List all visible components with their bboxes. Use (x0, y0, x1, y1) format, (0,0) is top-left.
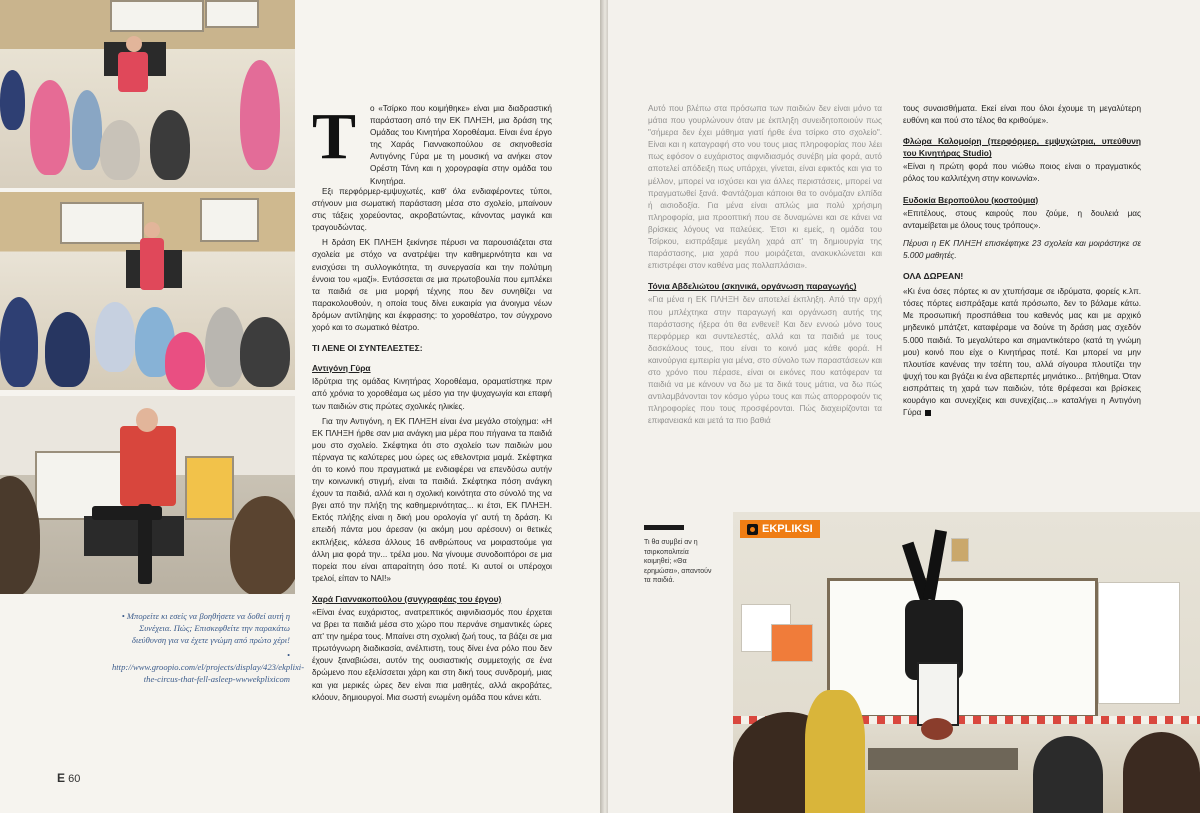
child-head (230, 496, 295, 594)
child (45, 312, 90, 387)
contributor-quote: «Είναι ένας ευχάριστος, ανατρεπτικός αιφνιδιασμός που έρχεται να βρει τα παιδιά μέσα στο χώρο που περνάνε σημαντικές ώρες απ' την ημέρα τους. Μπαίνει στη σχολική ζωή τους, τα βάζει σε μια πρωτόγνωρη διαδικασία, ανέλπιστη, τους δίνει ένα ρόλο που δεν έχουν ξαναβιώσει, αυτόν της ουσιαστικής συμμετοχής σε ένα δρώμενο που εξελίσσεται χάρη και στη δική τους συνδρομή, μιας και για μερικές ώρες δεν είναι πια μαθητές, αλλά ακροβάτες, κλόουν, δημιουργοί. Μια σωστή ενωμένη ομάδα που κάνει κάτι. (312, 608, 552, 702)
free-heading: ΟΛΑ ΔΩΡΕΑΝ! (903, 271, 964, 282)
dropcap: Τ (312, 100, 357, 173)
contributor-name: Αντιγόνη Γύρα (312, 363, 371, 374)
performer-jacket (120, 426, 176, 506)
child (205, 307, 245, 387)
right-column-2 (903, 103, 1141, 422)
child (100, 120, 140, 180)
child (0, 70, 25, 130)
ekpliksi-logo (740, 520, 820, 538)
contributor-quote: «Είναι η πρώτη φορά που νιώθω ποιος είναι ο πραγματικός ρόλος του καλλιτέχνη στην κοινωνία». (903, 162, 1141, 184)
contributor-name: Τόνια Αβδελιώτου (σκηνικά, οργάνωση παραγωγής) (648, 281, 857, 292)
desk (868, 748, 1018, 770)
performer-head (144, 222, 160, 238)
caption-url[interactable]: • http://www.groopio.com/el/projects/display/423/ekplixi-the-circus-that-fell-asleep-wwwekplixicom (112, 650, 305, 684)
contributor-bio: Ιδρύτρια της ομάδας Κινητήρας Χοροθέαμα, οραματίστηκε πριν από χρόνια το χοροθέαμα ως μέσο για την ψυχαγωγία και επαφή των παιδιών στις πρώτες σχολικές ηλικίες. (312, 377, 552, 411)
photo-clown-with-children-1 (0, 0, 295, 188)
child (165, 332, 205, 390)
intro-paragraph: ο «Τσίρκο που κοιμήθηκε» είναι μια διαδραστική παράσταση από την ΕΚ ΠΛΗΞΗ, μια δράση της Ομάδας του Κινητήρα Χοροθέαμα. Είναι ένα έργο της Χαράς Γιαννακοπούλου σε σκηνοθεσία Αντιγόνης Γύρα με τη μουσική να ανήκει στον Ορέστη Τάνη και η χορογραφία στην ομάδα του Κινητήρα. (370, 104, 552, 186)
child-head (1123, 732, 1200, 813)
brand-name: EKPLIKSI (762, 523, 813, 535)
page-number (57, 771, 80, 785)
caption-line: • Μπορείτε κι εσείς να βοηθήσετε να δοθεί αυτή η Συνέχεια. Πώς; Επισκεφθείτε την παρακάτω διεύθυνση για να έχετε γνώμη από πρώτο χέρι! (121, 611, 290, 645)
classroom-board (60, 202, 144, 244)
paragraph: Η δράση ΕΚ ΠΛΗΞΗ ξεκίνησε πέρυσι να παρουσιάζεται στα σχολεία με στόχο να ανατρέψει την καθημερινότητα και να ενισχύσει τη συλλογικότητα, τη συνεργασία και την πολύτιμη έννοια του «μαζί». Εντάσσεται σε μια πρωτοβουλία που εμπλέκει τα παιδιά σε μια μορφή τέχνης που δεν συνηθίζει να παρακολουθούν, η οποία τους δίνει ευκαιρία για άνοιγμα νέων δρόμων αντίληψης και έκφρασης: το χοροθέατρο, τον σύγχρονο χορό και το σωματικό θέατρο. (312, 238, 552, 333)
free-text (903, 286, 1141, 419)
photo-clown-performer-closeup (0, 396, 295, 594)
performer-jacket (118, 52, 148, 92)
performer-leg (138, 504, 152, 584)
child (240, 60, 280, 170)
photo-clown-with-children-2 (0, 192, 295, 390)
icon-picture (951, 538, 969, 562)
section-heading: ΤΙ ΛΕΝΕ ΟΙ ΣΥΝΤΕΛΕΣΤΕΣ: (312, 343, 423, 354)
child (95, 302, 135, 372)
child (240, 317, 290, 387)
child (0, 297, 38, 387)
alphabet-chart (1098, 582, 1180, 704)
contributor-quote: «Για μένα η ΕΚ ΠΛΗΞΗ δεν αποτελεί έκπληξη. Από την αρχή που μπλέχτηκα στην παραγωγή και οργάνωση αυτής της παράστασης ήξερα ότι θα ενθενεί! Και δεν εννοώ μόνο τους περφόρμερ και συντελεστές, αλλά και τα παιδιά με τους δασκάλους τους, που είναι το κοινό μας κάθε φορά. Η καινούργια εμπειρία για μένα, στο σύνολο των παραστάσεων και στο χρόνο που πέρασε, είναι οι εικόνες που κατόφεραν τα παιδιά να με κάνουν να δω με τα δικά τους μάτια, να δω πώς αντιλαμβάνονται τον κόσμο γύρω τους και πώς απορροφούν τις πληροφορίες που τους προσφέρονται. Πώς διαχειρίζονται τα επιφανειακά και μετά τα πιο βαθιά (648, 295, 882, 426)
contributor-name: Χαρά Γιαννακοπούλου (συγγραφέας του έργου) (312, 593, 502, 604)
photo-handstand-performer (733, 512, 1200, 813)
child (30, 80, 70, 175)
yellow-poster (185, 456, 234, 520)
photo-caption (112, 611, 305, 690)
child (805, 690, 865, 813)
contributor-name: Φλώρα Καλομοίρη (περφόρμερ, εμψυχώτρια, υπεύθυνη του Κινητήρας Studio) (903, 136, 1141, 159)
performer-head (126, 36, 142, 52)
folio-number: 60 (68, 773, 81, 785)
paragraph: Αυτό που βλέπω στα πρόσωπα των παιδιών δεν είναι μόνο τα μάτια που γουρλώνουν όταν με έκπληξη συνειδητοποιούν πως "σήμερα δεν έχει μάθημα γιατί ήρθε ένα τσίρκο στο σχολείο". Είναι και η καταγραφή στο νου τους μιας πληροφορίας που λέει πως εφόσον ο ευχάριστος αιφνιδιασμός συνέβη μία φορά, αυτό αποτελεί απόδειξη πως υπάρχει, γίνεται, είναι εφικτός και για το μέλλον, μπορεί να ισχύσει και για άλλες περιστάσεις, μπορεί να πραγματωθεί ξανά. Φαντάζομαι κάποιοι θα το ονόμαζαν ελπίδα ή αισιοδοξία. Για μένα είναι απλώς μια πολύ χρήσιμη πληροφορία, μια προοπτική που σε δυναμώνει και σε κάνει να βρίσκεις λόγους να παλεύεις. Έτσι κι εμείς, η ομάδα του Τσίρκου, εισπράξαμε μεγάλη χαρά απ' τη δημιουργία της παράστασης, μια χαρά που μοιράζεται, ανακυκλώνεται και επιστρέφει στον καθένα μας πολλαπλάσια». (648, 104, 882, 271)
child-head (1033, 736, 1103, 813)
sidebar-rule (644, 525, 684, 530)
end-mark (925, 410, 931, 416)
classroom-board (110, 0, 204, 32)
child (150, 110, 190, 180)
desk (84, 516, 184, 556)
performer-head (921, 718, 953, 740)
child (72, 90, 102, 170)
contributor-quote: Για την Αντιγόνη, η ΕΚ ΠΛΗΞΗ είναι ένα μεγάλο στοίχημα: «Η ΕΚ ΠΛΗΞΗ ήρθε σαν μια ανάγκη μια μέρα που πήγαινα τα παιδιά μου στο σχολείο. Σκέφτηκα ότι στο σχολείο των παιδιών μου πέρναγα τις καλύτερες μου ώρες ως εθελοντρια μαμά. Σκέφτηκα ότι το κοινό που πραγματικά με ενδιαφέρει να επενδύσω αυτήν την κοινωνική στιγμή, είναι τα παιδιά. Σκέφτηκα πόση ανάγκη έχουν τα παιδιά, αλλά και η σχολική κοινότητα στο σύνολό της να βγει από την πλήξη της καθημερινότητας... κι έτσι, ΕΚ ΠΛΗΞΗ. Εκτός πλήξης είναι η δική μου ορολογία γι' αυτή τη δράση. Κι επειδή πάντα μου άρεσαν (κι ακόμη μου αρέσουν) οι θετικές εκπλήξεις, κάλεσα άλλους 16 ανθρώπους να μοιραστούμε για άλλη μια φορά την... τρέλα μου. Να γίνουμε συνοδοιπόροι σε μια πορεία που είναι απαραίτητη όσο ποτέ. Κι αυτοί οι υπέροχοι τρελοί, είπαν το ΝΑΙ!» (312, 416, 552, 583)
performer-jacket (140, 238, 164, 290)
sidebar-note (644, 525, 712, 586)
paragraph: Εξι περφόρμερ-εμψυχωτές, καθ' όλα ενδιαφέροντες τύποι, στήνουν μια σωματική παράσταση μέσα στο σχολείο, μπαίνουν στις τάξεις χορεύοντας, ακροβατώντας, κάνοντας μαγικά και τραγουδώντας. (312, 187, 552, 233)
child-head (0, 476, 40, 594)
camera-icon (747, 524, 758, 535)
performer-head (136, 408, 158, 432)
sidebar-text: Τι θα συμβεί αν η τσιρκοπολιτεία κοιμηθεί; «Θα ερημώσει», απαντούν τα παιδιά. (644, 539, 712, 585)
intro-column (370, 103, 552, 191)
contributor-quote: «Επιτέλους, στους καιρούς που ζούμε, η δουλειά μας ανταμείβεται με όλους τους τρόπους». (903, 208, 1141, 230)
free-text-body: «Κι ένα όσες πόρτες κι αν χτυπήσαμε σε ιδρύματα, φορείς κ.λπ. τόσες πόρτες εισπράξαμε κατά πρόσωπο, δεν το βάλαμε κάτω. Με προσωπική προσπάθεια του καθενός μας και με αρχικό μηδενικό μπάτζετ, καταφέραμε να δούνε τη δράση μας σχεδόν 5.000 παιδιά. Το μεγαλύτερο και σημαντικότερο (κατά τη γνώμη μου) κοινό που είχε ο Κινητήρας ποτέ. Και μπορεί να μην πλουτίσε κανένας την τσέπη του, αλλά σίγουρα πλουτίζει την ψυχή του και βγάζει κι ένα αβεπερπές μηνιάτικο... βιτήθημα. Όταν εισπράττεις τη χαρά των παιδιών, τότε θρέφεσαι και βρίσκεις κουράγιο και συνεχίζεις και συνεχίζεις...» καταλήγει η Αντιγόνη Γύρα (903, 287, 1141, 418)
contributor-name: Ευδοκία Βεροπούλου (κοστούμια) (903, 194, 1039, 205)
classroom-board (200, 198, 259, 242)
main-column (312, 186, 552, 707)
performer-shirt (917, 662, 959, 726)
paragraph: τους συναισθήματα. Εκεί είναι που όλοι έχουμε τη μεγαλύτερη ευθύνη και πού στο τέλος θα κριθούμε». (903, 104, 1141, 126)
classroom-poster (205, 0, 259, 28)
folio-mark: E (57, 771, 66, 785)
orange-poster (771, 624, 813, 662)
right-column-1 (648, 103, 882, 430)
stat-note: Πέρυσι η ΕΚ ΠΛΗΞΗ επισκέφτηκε 23 σχολεία και μοιράστηκε σε 5.000 μαθητές. (903, 238, 1141, 260)
